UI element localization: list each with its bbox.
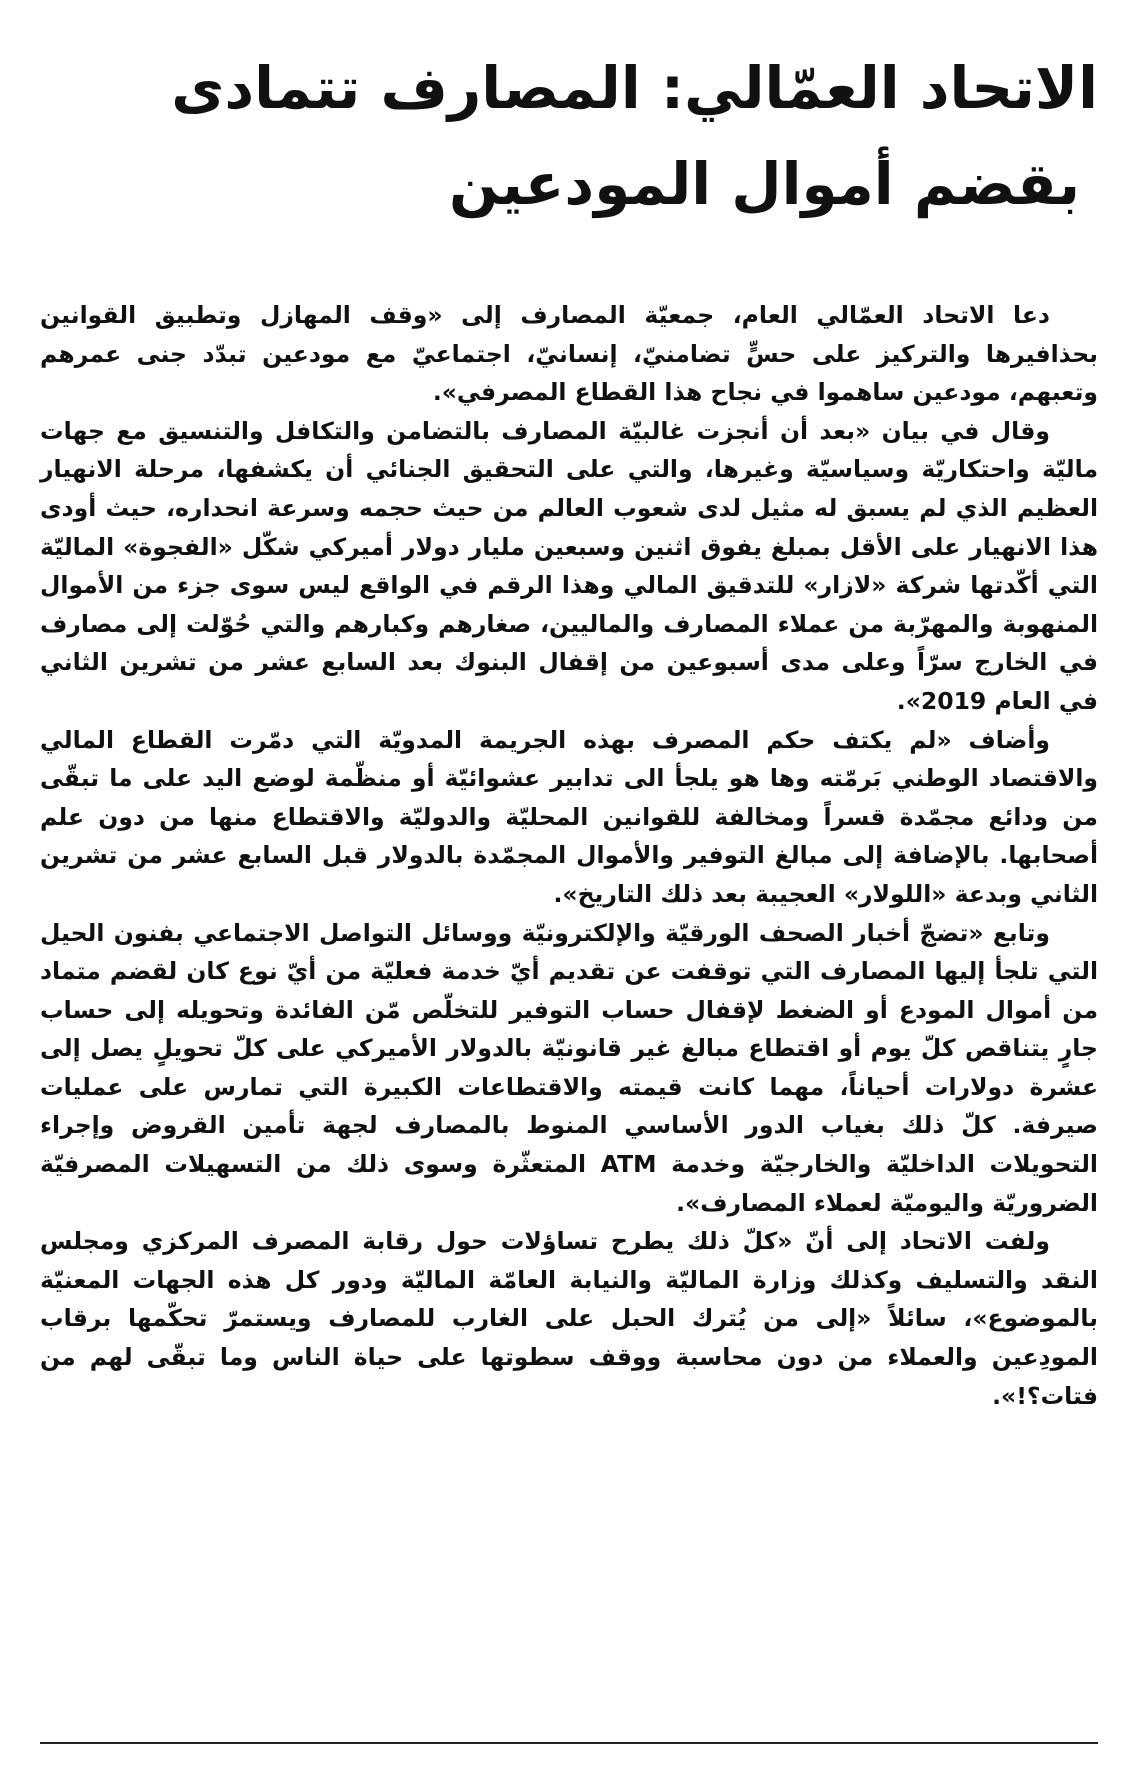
headline-line-1: الاتحاد العمّالي: المصارف تتمادى xyxy=(171,54,1098,122)
paragraph-3: وأضاف «لم يكتف حكم المصرف بهذه الجريمة المدويّة التي دمّرت القطاع المالي والاقتصاد الوطني بَرمّته وها هو يلجأ الى تدابير عشوائيّة أو منظّمة لوضع اليد على ما تبقّى من ودائع مجمّدة قسراً ومخالفة للقوانين المحليّة والدوليّة والاقتطاع منها من دون علم أصحابها. بالإضافة إلى مبالغ التوفير والأموال المجمّدة بالدولار قبل السابع عشر من تشرين الثاني وبدعة «اللولار» العجيبة بعد ذلك التاريخ». xyxy=(40,725,1098,908)
article-headline xyxy=(40,40,1098,232)
news-article xyxy=(40,40,1098,1740)
article-body xyxy=(40,296,1098,1415)
paragraph-2: وقال في بيان «بعد أن أنجزت غالبيّة المصارف بالتضامن والتكافل والتنسيق مع جهات ماليّة واحتكاريّة وسياسيّة وغيرها، والتي على التحقيق الجنائي أن يكشفها، مرحلة الانهيار العظيم الذي لم يسبق له مثيل لدى شعوب العالم من حيث حجمه وسرعة انحداره، حيث أودى هذا الانهيار على الأقل بمبلغ يفوق اثنين وسبعين مليار دولار أميركي شكّل «الفجوة» الماليّة التي أكّدتها شركة «لازار» للتدقيق المالي وهذا الرقم في الواقع ليس سوى جزء من الأموال المنهوبة والمهرّبة من عملاء المصارف والماليين، صغارهم وكبارهم والتي حُوّلت إلى مصارف في الخارج سرّاً وعلى مدى أسبوعين من إقفال البنوك بعد السابع عشر من تشرين الثاني في العام 2019». xyxy=(40,416,1098,715)
headline-line-2: بقضم أموال المودعين xyxy=(448,150,1080,218)
paragraph-4: وتابع «تضجّ أخبار الصحف الورقيّة والإلكترونيّة ووسائل التواصل الاجتماعي بفنون الحيل التي تلجأ إليها المصارف التي توقفت عن تقديم أيّ خدمة فعليّة من أيّ نوع كان لقضم متماد من أموال المودع أو الضغط لإقفال حساب التوفير للتخلّص مّن الفائدة وتحويله إلى حساب جارٍ يتناقص كلّ يوم أو اقتطاع مبالغ غير قانونيّة بالدولار الأميركي على كلّ تحويلٍ يصل إلى عشرة دولارات أحياناً، مهما كانت قيمته والاقتطاعات الكبيرة التي تمارس على عمليات صيرفة. كلّ ذلك بغياب الدور الأساسي المنوط بالمصارف لجهة تأمين القروض وإجراء التحويلات الداخليّة والخارجيّة وخدمة ATM المتعثّرة وسوى ذلك من التسهيلات المصرفيّة الضروريّة واليوميّة لعملاء المصارف». xyxy=(40,918,1098,1217)
paragraph-1: دعا الاتحاد العمّالي العام، جمعيّة المصارف إلى «وقف المهازل وتطبيق القوانين بحذافيرها والتركيز على حسٍّ تضامنيّ، إنسانيّ، اجتماعيّ مع مودعين تبدّد جنى عمرهم وتعبهم، مودعين ساهموا في نجاح هذا القطاع المصرفي». xyxy=(40,301,1098,407)
paragraph-5: ولفت الاتحاد إلى أنّ «كلّ ذلك يطرح تساؤلات حول رقابة المصرف المركزي ومجلس النقد والتسليف وكذلك وزارة الماليّة والنيابة العامّة الماليّة ودور كل هذه الجهات المعنيّة بالموضوع»، سائلاً «إلى من يُترك الحبل على الغارب للمصارف ويستمرّ تحكّمها برقاب المودِعين والعملاء من دون محاسبة ووقف سطوتها على حياة الناس وما تبقّى لهم من فتات؟!». xyxy=(40,1227,1098,1410)
bottom-divider xyxy=(40,1742,1098,1744)
